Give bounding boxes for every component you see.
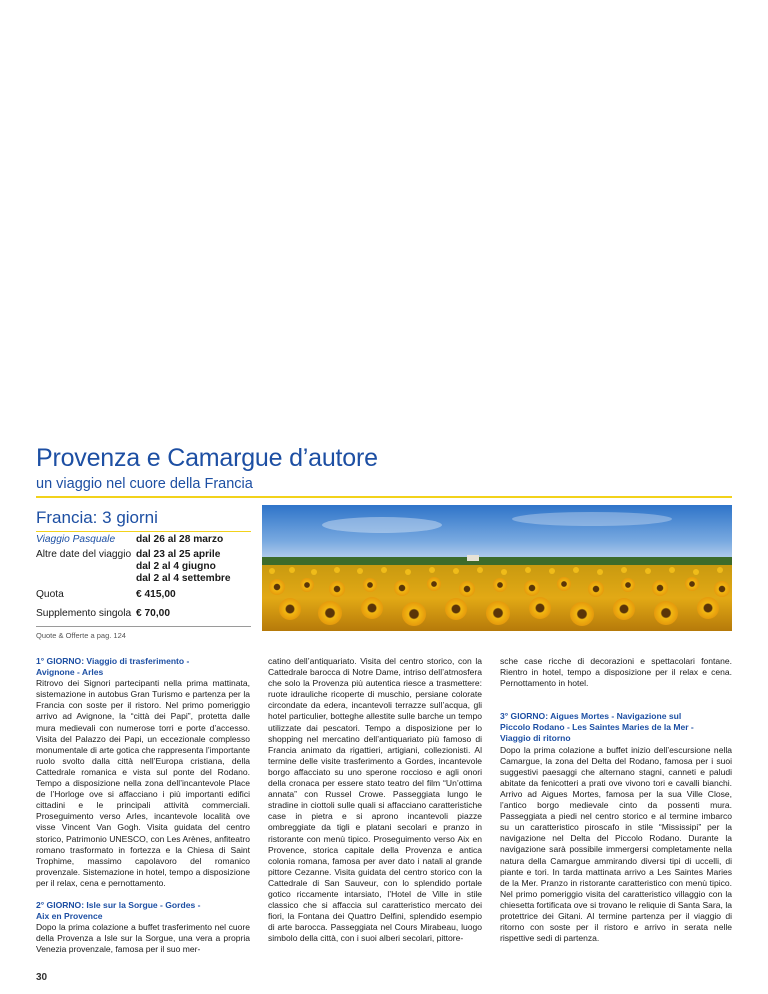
day-2-block-end [500, 656, 732, 689]
other-dates-label: Altre date del viaggio [36, 549, 132, 560]
section-title [36, 508, 158, 528]
day-3-heading-line3: Viaggio di ritorno [500, 733, 571, 744]
day-2-block-start [36, 900, 250, 955]
trip-dates: dal 26 al 28 marzo [136, 534, 224, 545]
other-date-3: dal 2 al 4 settembre [136, 573, 231, 584]
sunflower-field-image [262, 505, 732, 631]
day-2-text-part1: Dopo la prima colazione a buffet trasferimento nel cuore della Provenza a Isle sur la Sorgue, una vera a propria Venezia provenzale, famosa per il suo mer- [36, 922, 250, 955]
single-supplement-value: € 70,00 [136, 608, 170, 619]
day-3-heading-line2: Piccolo Rodano - Les Saintes Maries de la Mer - [500, 722, 694, 733]
other-date-1: dal 23 al 25 aprile [136, 549, 221, 560]
section-divider [36, 531, 251, 532]
day-2-text-part3: sche case ricche di decorazioni e spettacolari fontane. Rientro in hotel, tempo a disposizione per il relax e cena. Pernottamento in hotel. [500, 656, 732, 689]
day-2-heading-line1: 2° GIORNO: Isle sur la Sorgue - Gordes - [36, 899, 201, 910]
other-date-2: dal 2 al 4 giugno [136, 561, 216, 572]
day-3-text: Dopo la prima colazione a buffet inizio dell’escursione nella Camargue, la zona del Delta del Rodano, famosa per i suoi suggestivi paesaggi che alternano stagni, canneti e paludi abitate da fenicotteri a prati ove vivono tori e cavalli bianchi. Arrivo ad Aigues Mortes, famosa per la sua Ville Close, l’antico borgo medievale cinto da possenti mura. Passeggiata a piedi nel centro storico e al termine imbarco su un caratteristico piroscafo in stile “Mississipi” per la navigazione nel Delta del Piccolo Rodano. Durante la navigazione sarà possibile immergersi completamente nella natura della Camargue ammirando diversi tipi di uccelli, di piante e tori. In tarda mattinata arrivo a Les Saintes Maries de la Mer. Pranzo in ristorante caratteristico con menù tipico. Nel primo pomeriggio visita del caratteristico villaggio con la chiesetta fortificata ove si trovano le reliquie di Santa Sara, la protettrice dei Gitani. Al termine partenza per il viaggio di ritorno con soste per il ristoro e arrivo in serata nelle rispettive sedi di partenza. [500, 744, 732, 944]
page-number: 30 [36, 972, 48, 983]
section-title-duration: 3 giorni [102, 508, 158, 527]
price-value: € 415,00 [136, 589, 176, 600]
day-1-heading-line1: 1° GIORNO: Viaggio di trasferimento - [36, 656, 190, 666]
trip-label: Viaggio Pasquale [36, 534, 116, 545]
day-3-block [500, 711, 732, 944]
page-subtitle: un viaggio nel cuore della Francia [36, 476, 253, 492]
single-supplement-label: Supplemento singola [36, 608, 132, 619]
price-reference: Quote & Offerte a pag. 124 [36, 631, 126, 640]
price-label: Quota [36, 589, 64, 600]
day-3-heading-line1: 3° GIORNO: Aigues Mortes - Navigazione sul [500, 711, 682, 722]
column-2 [268, 656, 482, 944]
day-1-heading-line2: Avignone - Arles [36, 667, 104, 678]
info-divider [36, 626, 251, 627]
day-2-text-part2: catino dell’antiquariato. Visita del centro storico, con la Cattedrale barocca di Notre Dame, intriso dell’atmosfera che solo la Provenza più autentica riesce a trasmettere: ruote idrauliche ricoperte di muschio, persiane colorate circondate da edera, incantevoli terrazze sull’acqua, gli hotel particulier, botteghe allestite sulle barche un tempo utilizzate dai pescatori. Tempo a disposizione per lo shopping nel mercatino dell’antiquariato più famoso di Francia animato da rigattieri, artigiani, collezionisti. Al termine delle visite trasferimento a Gordes, incantevole borgo affacciato su uno sperone roccioso e agli onori della cronaca per essere stato teatro del film “Un’ottima annata” con Russel Crowe. Passeggiata lungo le stradine in ciottoli sulle quali si affacciano caratteristiche case in pietra e si aprono incantevoli piazze ombreggiate da tigli e platani secolari e pranzo in ristorante con menù tipico. Proseguimento verso Aix en Provence, storica capitale della Provenza e antica colonia romana, famosa per aver dato i natali al grande pittore Cezanne. Visita guidata del centro storico con la Cattedrale di San Sauveur, con lo splendido portale gotico riccamente intarsiato, l’Hotel de Ville in stile classico che si affaccia sul caratteristico mercato dei fiori, la Fontana dei Quattro Delfini, splendido esempio di arte barocca. Passeggiata nel Cours Mirabeau, luogo simbolo della città, con i suoi alberi secolari, pittore- [268, 656, 482, 944]
page-title: Provenza e Camargue d’autore [36, 444, 378, 472]
day-1-text: Ritrovo dei Signori partecipanti nella prima mattinata, sistemazione in autobus Gran Turismo e partenza per la Francia con soste per il ristoro. Nel primo pomeriggio arrivo ad Avignone, la “città dei Papi”, protetta dalle mura medievali con numerose torri e porte d’accesso. Visita del Palazzo dei Papi, un eccezionale complesso monumentale di arte gotica che rappresenta l’importante ruolo svolto dalla città nell’Europa cristiana, della Cattedrale romanica e vista sul ponte del Rodano. Tempo a disposizione nella zona dell’incantevole Place de l’Horloge ove si affacciano i più importanti edifici cittadini e le principali attività commerciali. Proseguimento verso Arles, incantevole località ove visse Vincent Van Gogh. Visita guidata del centro storico, Patrimonio UNESCO, con Les Arènes, anfiteatro romano trasformato in fortezza e la Chiesa di Saint Trophime, massimo capolavoro del romanico provenzale. Sistemazione in hotel, tempo a disposizione per il relax, cena e pernottamento. [36, 678, 250, 888]
column-1 [36, 656, 250, 966]
day-1-block [36, 656, 250, 889]
sunflower-field-photo [262, 505, 732, 631]
column-3 [500, 656, 732, 955]
section-title-prefix: Francia: [36, 508, 103, 527]
title-divider [36, 496, 732, 498]
day-2-heading-line2: Aix en Provence [36, 911, 103, 922]
